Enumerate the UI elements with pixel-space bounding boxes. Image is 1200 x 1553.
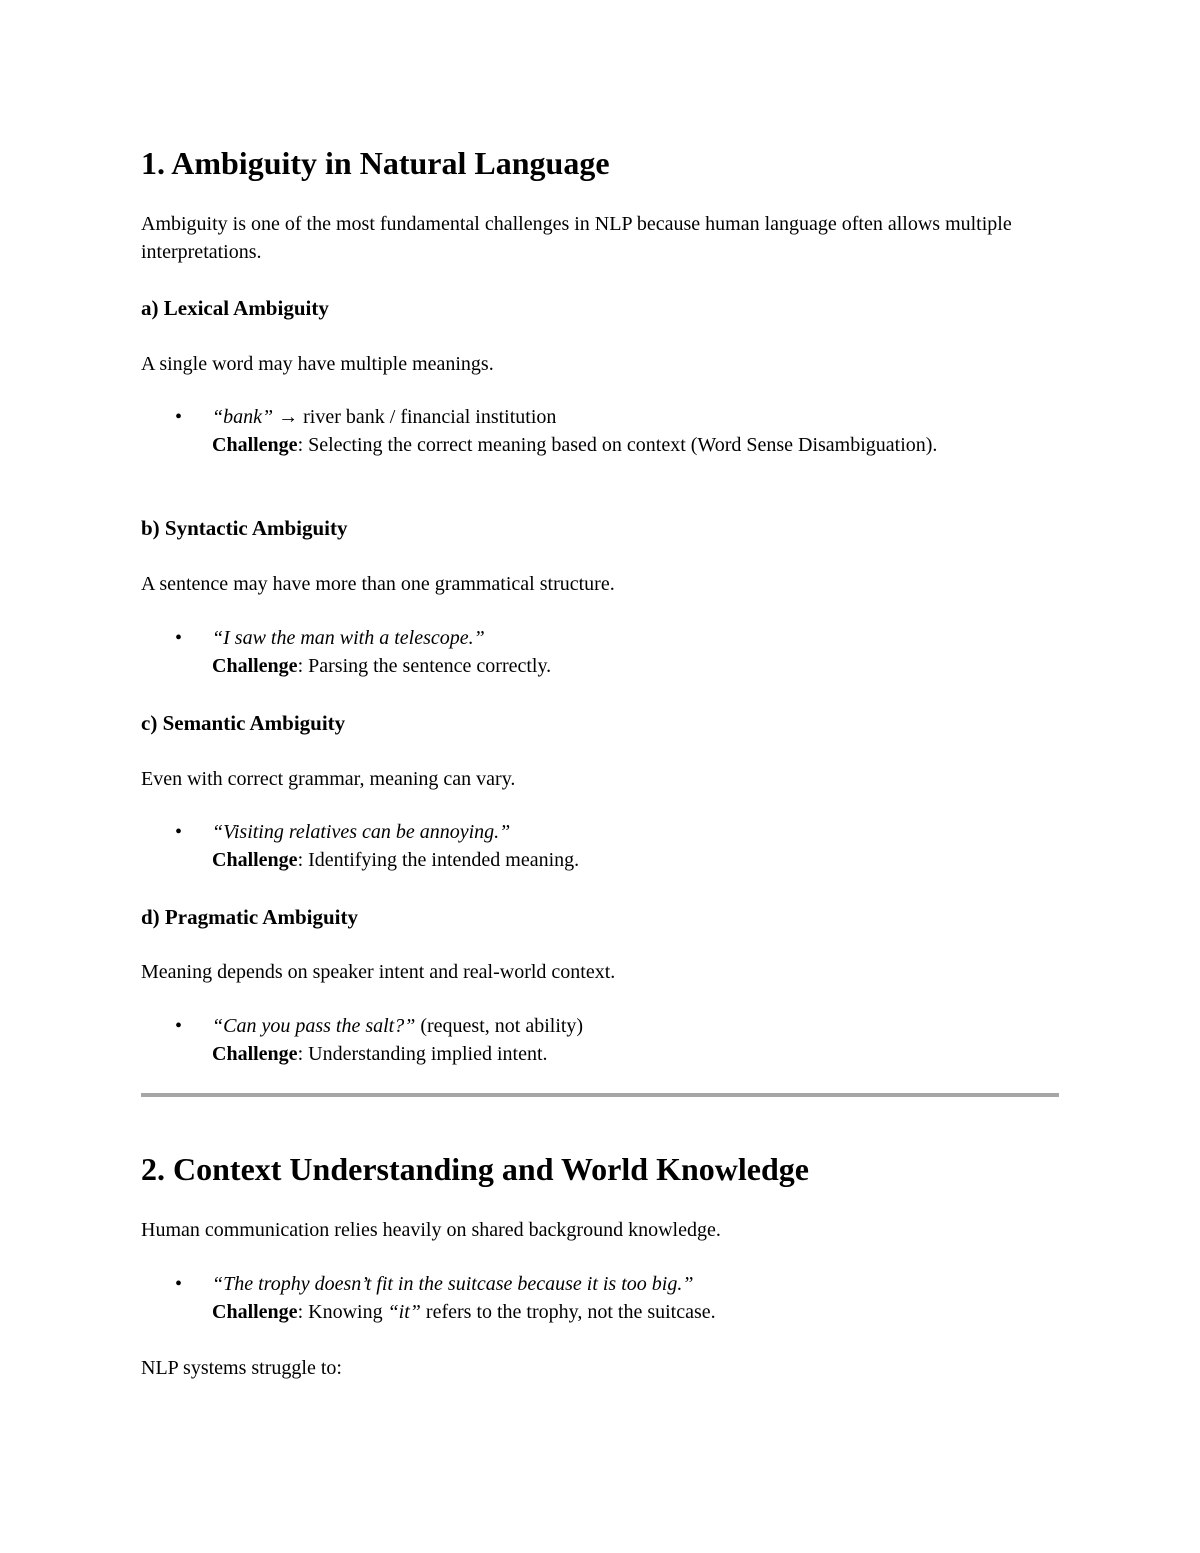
subsection-text-syntactic: A sentence may have more than one grammatical structure.: [141, 573, 615, 595]
subsection-text-lexical: A single word may have multiple meanings.: [141, 353, 494, 375]
example-tail: → river bank / financial institution: [273, 406, 557, 428]
bullet-icon: •: [175, 406, 183, 428]
challenge-label: Challenge: [212, 654, 298, 677]
subsection-heading-semantic: c) Semantic Ambiguity: [141, 711, 346, 735]
example-text: “bank”: [212, 406, 274, 428]
bullet-icon: •: [175, 627, 183, 649]
challenge-label: Challenge: [212, 1042, 298, 1065]
bullet-icon: •: [175, 1273, 183, 1295]
challenge-text-post: refers to the trophy, not the suitcase.: [420, 1300, 716, 1323]
challenge-text: : Identifying the intended meaning.: [297, 848, 580, 871]
subsection-text-semantic: Even with correct grammar, meaning can vary.: [141, 768, 516, 790]
challenge-label: Challenge: [212, 848, 298, 871]
challenge-label: Challenge: [212, 433, 298, 456]
subsection-heading-pragmatic: d) Pragmatic Ambiguity: [141, 905, 358, 929]
subsection-text-pragmatic: Meaning depends on speaker intent and real-world context.: [141, 961, 616, 983]
example-text: “Visiting relatives can be annoying.”: [212, 821, 511, 843]
section-2-title: 2. Context Understanding and World Knowledge: [141, 1151, 809, 1187]
subsection-heading-syntactic: b) Syntactic Ambiguity: [141, 516, 348, 540]
challenge-text: : Selecting the correct meaning based on context (Word Sense Disambiguation).: [297, 433, 938, 456]
challenge-text: : Parsing the sentence correctly.: [297, 654, 552, 677]
section-2-intro: Human communication relies heavily on shared background knowledge.: [141, 1219, 721, 1241]
challenge-it: “it”: [387, 1300, 421, 1323]
example-tail: (request, not ability): [415, 1015, 584, 1037]
bullet-icon: •: [175, 1015, 183, 1037]
bullet-icon: •: [175, 821, 183, 843]
example-text: “Can you pass the salt?”: [212, 1015, 416, 1037]
section-1-title: 1. Ambiguity in Natural Language: [141, 145, 610, 181]
challenge-label: Challenge: [212, 1300, 298, 1323]
subsection-heading-lexical: a) Lexical Ambiguity: [141, 296, 329, 320]
example-text: “I saw the man with a telescope.”: [212, 627, 485, 649]
challenge-text-pre: : Knowing: [297, 1300, 388, 1323]
horizontal-divider: [141, 1093, 1059, 1097]
section-1-intro: Ambiguity is one of the most fundamental challenges in NLP because human language often allows multiple interpretations.: [141, 213, 1012, 263]
example-text: “The trophy doesn’t fit in the suitcase because it is too big.”: [212, 1273, 694, 1295]
section-2-outro: NLP systems struggle to:: [141, 1357, 342, 1379]
challenge-text: : Understanding implied intent.: [297, 1042, 548, 1065]
